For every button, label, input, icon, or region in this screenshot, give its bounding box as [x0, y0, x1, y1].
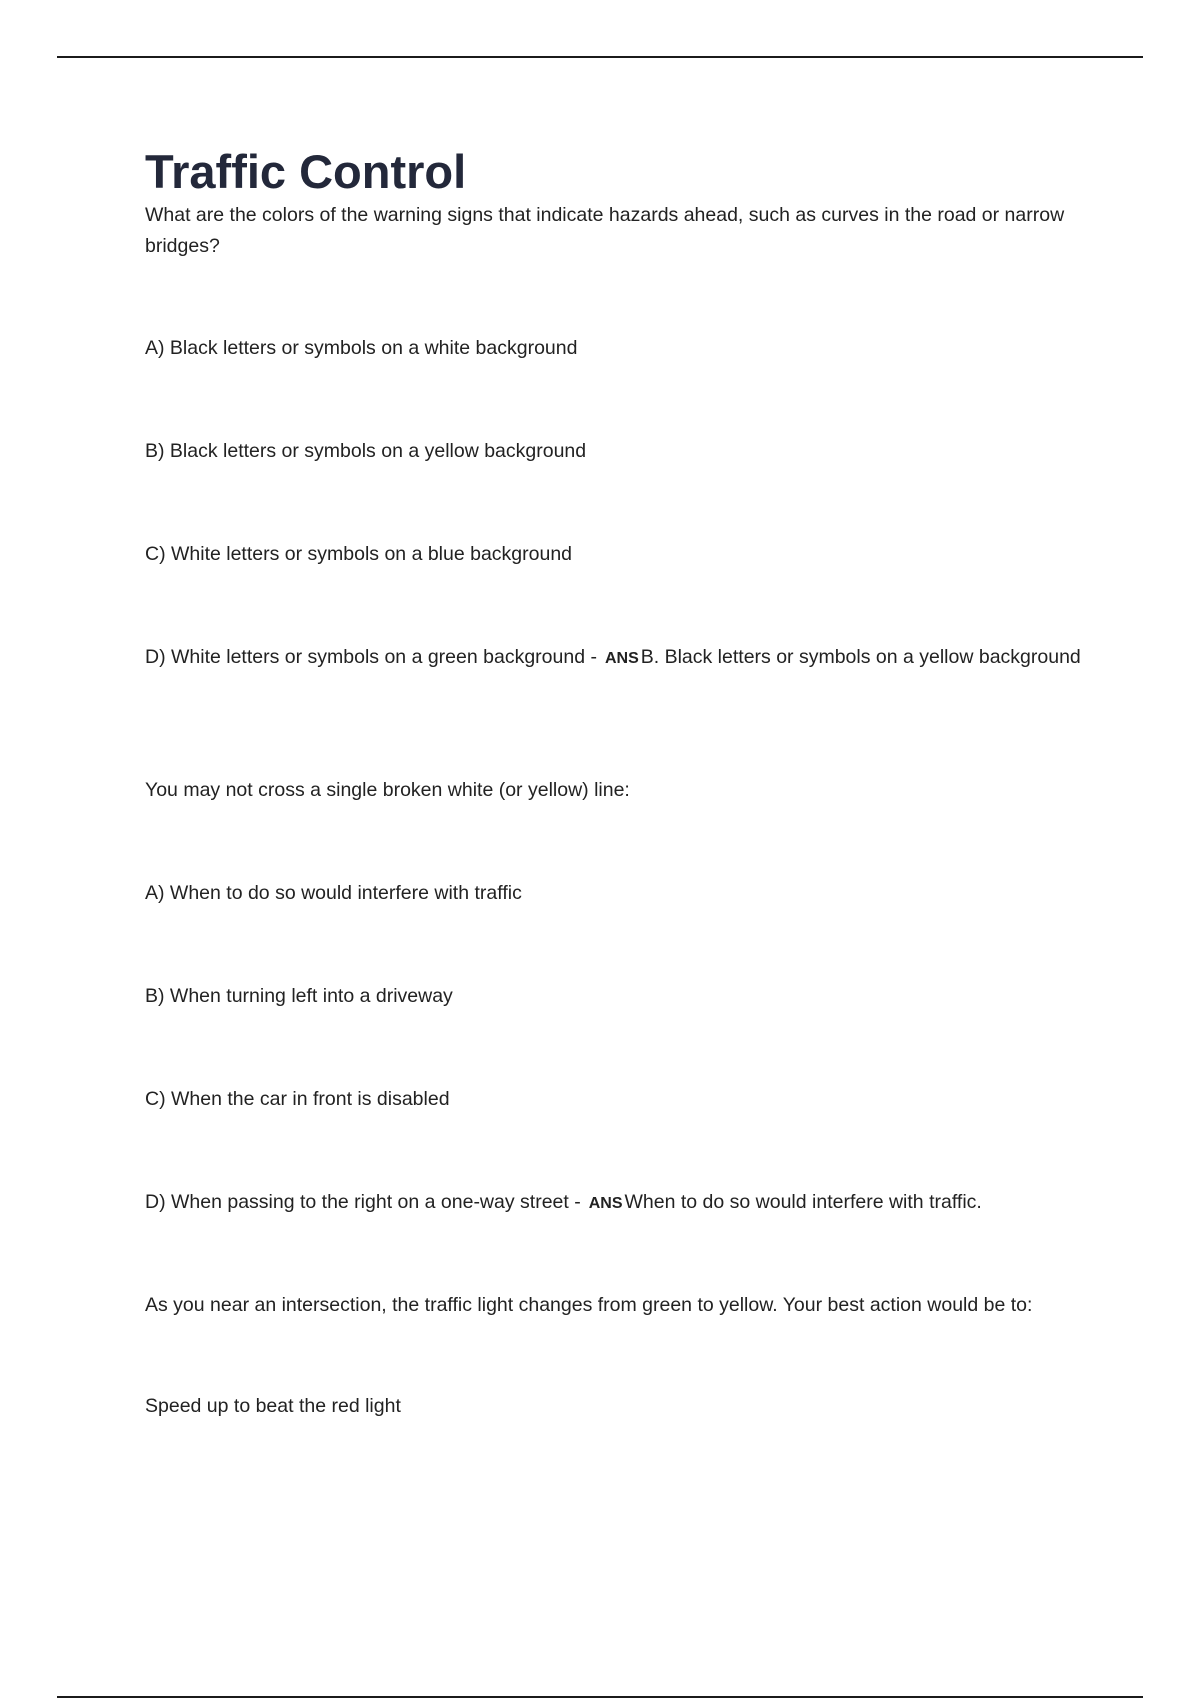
q1-ans-label: ANS	[604, 650, 639, 667]
q2-option-b: B) When turning left into a driveway	[145, 985, 453, 1007]
q1-answer: B. Black letters or symbols on a yellow background	[640, 646, 1081, 668]
top-rule	[57, 56, 1143, 58]
q2-option-d: D) When passing to the right on a one-way street -	[145, 1191, 581, 1213]
q2-ans-label: ANS	[588, 1195, 623, 1212]
q3-option-1: Speed up to beat the red light	[145, 1395, 401, 1417]
q1-option-d: D) White letters or symbols on a green background -	[145, 646, 597, 668]
q2-option-a: A) When to do so would interfere with traffic	[145, 882, 522, 904]
question-1: What are the colors of the warning signs that indicate hazards ahead, such as curves in the road or narrow bridges?	[145, 204, 1065, 257]
q1-option-a: A) Black letters or symbols on a white background	[145, 337, 578, 359]
bottom-rule	[57, 1696, 1143, 1698]
q2-option-c: C) When the car in front is disabled	[145, 1088, 450, 1110]
q1-option-c: C) White letters or symbols on a blue background	[145, 543, 573, 565]
question-3: As you near an intersection, the traffic light changes from green to yellow. Your best action would be to:	[145, 1294, 1033, 1316]
q2-answer: When to do so would interfere with traffic.	[624, 1191, 982, 1213]
q2-option-d-with-answer	[145, 1187, 1145, 1219]
question-2: You may not cross a single broken white (or yellow) line:	[145, 779, 630, 801]
page-title: Traffic Control	[145, 145, 467, 198]
q1-option-b: B) Black letters or symbols on a yellow background	[145, 440, 587, 462]
q1-option-d-with-answer	[145, 642, 1095, 674]
